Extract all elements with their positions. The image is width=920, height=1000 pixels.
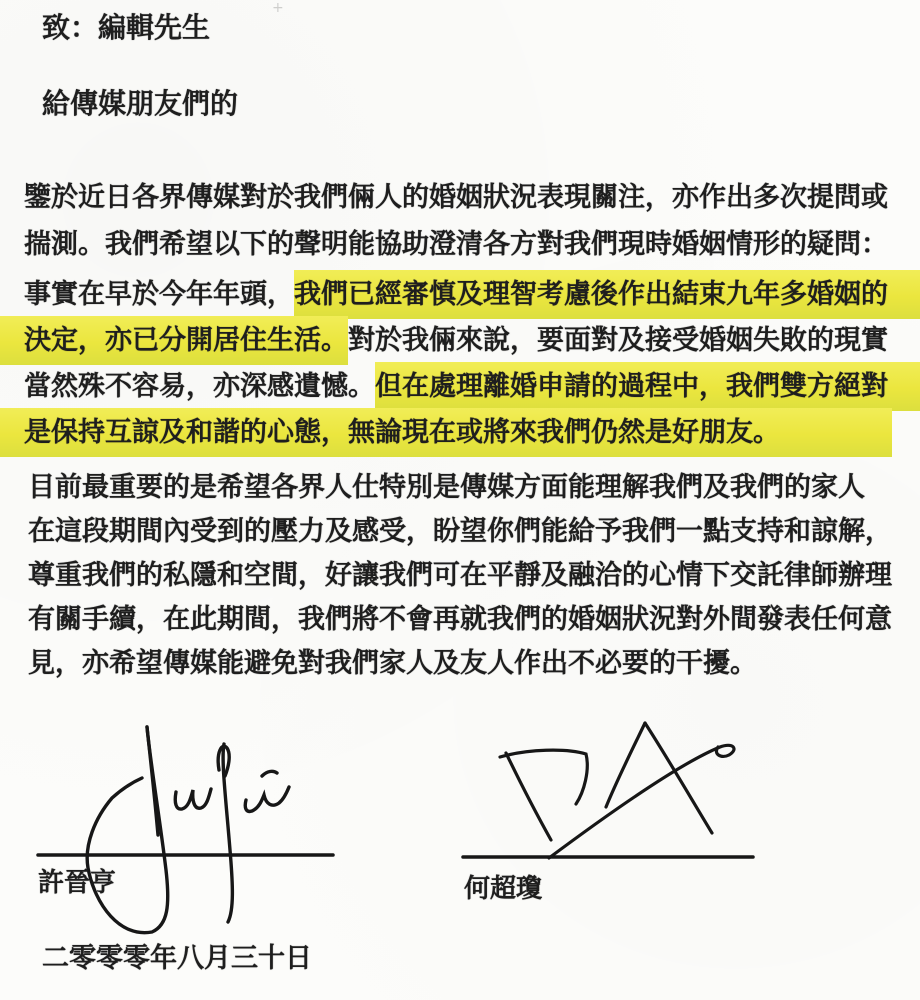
paragraph-line: 目前最重要的是希望各界人仕特別是傳媒方面能理解我們及我們的家人 (28, 472, 865, 503)
paragraph-appeal (28, 466, 892, 686)
date-line: 二零零零年八月三十日 (42, 943, 312, 974)
paragraph-line (24, 364, 892, 410)
paragraph-line: 尊重我們的私隱和空間，好讓我們可在平靜及融洽的心情下交託律師辦理 (28, 560, 892, 591)
text-plain: 對於我倆來說，要面對及接受婚姻失敗的現實 (348, 325, 888, 356)
handwritten-signature-right (500, 723, 734, 858)
highlighted-text: 是保持互諒及和諧的心態，無論現在或將來我們仍然是好朋友。 (0, 408, 892, 457)
paragraph-line (24, 410, 892, 456)
signatory-name-right: 何超瓊 (464, 874, 543, 904)
paragraph-line: 揣測。我們希望以下的聲明能協助澄清各方對我們現時婚姻情形的疑問： (24, 229, 888, 260)
highlighted-text: 決定，亦已分開居住生活。 (0, 316, 348, 365)
signatory-name-left: 許晉亨 (38, 868, 117, 898)
highlighted-text: 我們已經審慎及理智考慮後作出結束九年多婚姻的 (294, 270, 920, 319)
text-plain: 事實在早於今年年頭， (24, 279, 294, 310)
paragraph-intro (24, 174, 888, 268)
paragraph-line (24, 272, 892, 318)
paragraph-line (24, 318, 892, 364)
addressee-line: 給傳媒朋友們的 (42, 87, 239, 120)
text-plain: 當然殊不容易，亦深感遺憾。 (24, 371, 375, 402)
scan-artifact-mark: + (272, 0, 284, 16)
salutation: 致：編輯先生 (42, 11, 211, 44)
paragraph-announcement (24, 272, 892, 456)
paragraph-line: 在這段期間內受到的壓力及感受，盼望你們能給予我們一點支持和諒解， (28, 516, 892, 547)
paragraph-line: 鑒於近日各界傳媒對於我們倆人的婚姻狀況表現關注，亦作出多次提問或 (24, 182, 888, 213)
paragraph-line: 有關手續，在此期間，我們將不會再就我們的婚姻狀況對外間發表任何意 (28, 604, 892, 635)
paragraph-line: 見，亦希望傳媒能避免對我們家人及友人作出不必要的干擾。 (28, 648, 757, 679)
handwritten-signature-left (87, 727, 289, 933)
highlighted-text: 但在處理離婚申請的過程中，我們雙方絕對 (375, 362, 920, 411)
